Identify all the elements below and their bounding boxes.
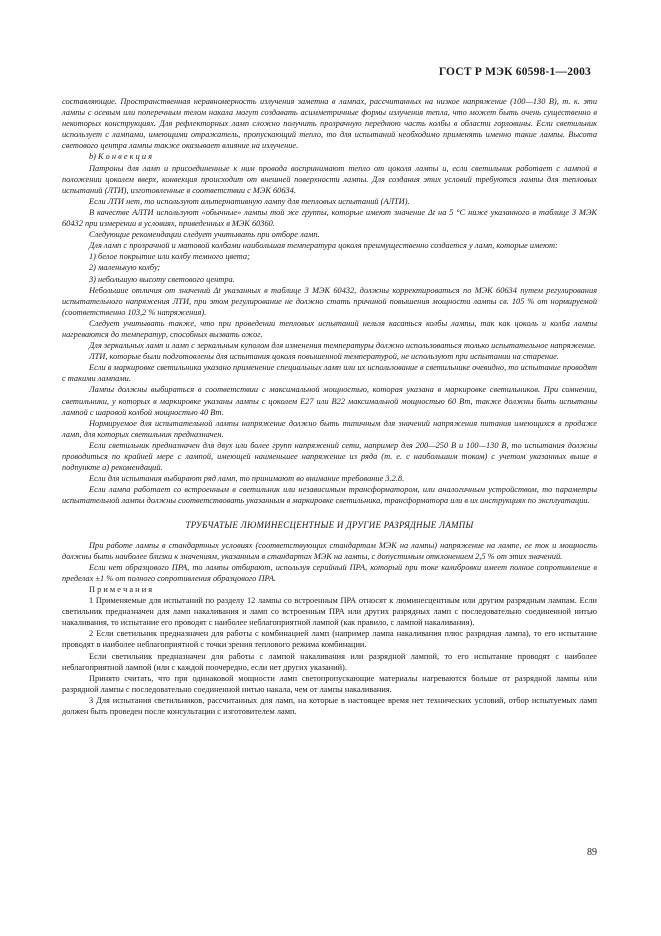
paragraph: Если для испытания выбирают ряд ламп, то принимают во внимание требование 3.2.8.: [89, 474, 405, 484]
paragraph: Патроны для ламп и присоединенные к ним провода воспринимают тепло от цоколя лампы и, если светильник работает с лампой в положении цоколем вверх, конвекция происходит от внешней поверхности лампы. Для создания этих условий требуются лампы для тепловых испытаний (ЛТИ), изготовленные в соответствии с МЭК 60634.: [62, 163, 597, 195]
paragraph: Небольшие отличия от значений Δt указанных в таблице 3 МЭК 60432, должны корректироваться по МЭК 60634 путем регулирования испытательного напряжения ЛТИ, при этом регулирование не должно стать причиной повышения мощности лампы св. 105 % от нормируемой (соответственно 103,2 % напряжения).: [62, 285, 597, 317]
page-number: 89: [587, 847, 597, 858]
notes-label: П р и м е ч а н и я: [89, 584, 153, 594]
note-item: 1 Применяемые для испытаний по разделу 12 лампы со встроенным ПРА относят к люминесцентным или другим разрядным лампам. Если светильник предназначен для ламп накаливания и ламп со встроенным ПРА или других разрядных ламп с последовательно соединенной нитью накаливания, то испытание его проводят с наиболее неблагоприятной лампой (как правило, с лампой накаливания).: [62, 596, 597, 628]
paragraph: Если нет образцового ПРА, то лампы отбирают, используя серийный ПРА, который при токе калибровки имеет полное сопротивление в пределах ±1 % от полного сопротивления образцового ПРА.: [62, 562, 597, 583]
note-item: Принято считать, что при одинаковой мощности ламп светопропускающие материалы нагреваются больше от разрядной лампы или разрядной лампы с последовательно соединенной нитью накала, чем от лампы накаливания.: [62, 673, 597, 694]
document-body: [62, 96, 597, 717]
subsection-heading: b) К о н в е к ц и я: [89, 152, 153, 162]
paragraph: Нормируемое для испытательной лампы напряжение должно быть типичным для значений напряжения питания имеющихся в продаже ламп, для которых светильник предназначен.: [62, 418, 597, 439]
paragraph: ЛТИ, которые были подготовлены для испытания цоколя повышенной температурой, не используют при испытании на старение.: [89, 352, 559, 362]
paragraph: Следующие рекомендации следует учитывать при отборе ламп.: [89, 230, 320, 240]
note-item: 3 Для испытания светильников, рассчитанных для ламп, на которые в настоящее время нет технических условий, отбор испытуемых ламп должен быть проведен после консультации с изготовителем ламп.: [62, 695, 597, 716]
paragraph: Если ЛТИ нет, то используют альтернативную лампу для тепловых испытаний (АЛТИ).: [89, 196, 410, 206]
paragraph: Следует учитывать также, что при проведении тепловых испытаний нельзя касаться колбы лампы, так как цоколь и колба лампы нагреваются до температур, способных вызвать ожог.: [62, 318, 597, 339]
note-item: Если светильник предназначен для работы с лампой накаливания или разрядной лампой, то его испытание проводят с наиболее неблагоприятной лампой (или с каждой поочередно, если нет других указаний).: [62, 651, 597, 672]
list-item: 2) маленькую колбу;: [89, 263, 161, 273]
paragraph: В качестве АЛТИ используют «обычные» лампы той же группы, которые имеют значение Δt на 5 °С ниже указанного в таблице 3 МЭК 60432 при измерении в условиях, приведенных в МЭК 60360.: [62, 207, 597, 229]
paragraph: Для зеркальных ламп и ламп с зеркальным куполом для изменения температуры должно использоваться только испытательное напряжение.: [89, 341, 597, 351]
paragraph: Для ламп с прозрачной и матовой колбами наибольшая температура цоколя преимущественно создается у ламп, которые имеют:: [89, 241, 558, 251]
section-title: ТРУБЧАТЫЕ ЛЮМИНЕСЦЕНТНЫЕ И ДРУГИЕ РАЗРЯДНЫЕ ЛАМПЫ: [185, 520, 474, 531]
list-item: 3) небольшую высоту светового центра.: [89, 274, 235, 284]
paragraph: Если в маркировке светильника указано применение специальных ламп или их использование в светильнике очевидно, то испытание проводят с такими лампами.: [62, 363, 597, 384]
note-item: 2 Если светильник предназначен для работы с комбинацией ламп (например лампа накаливания плюс разрядная лампа), то его испытание проводят в наиболее неблагоприятной с точки зрения теплового режима комбинации.: [62, 629, 597, 650]
paragraph: Если лампа работает со встроенным в светильник или независимым трансформатором, или аналогичным устройством, то параметры испытательной лампы должны соответствовать указанным в маркировке светильника, трансформатора или в их инструкциях по эксплуатации.: [62, 485, 597, 506]
paragraph: составляющие. Пространственная неравномерность излучения заметна в лампах, рассчитанных на низкое напряжение (100—130 В), т. к. эти лампы с осевым или поперечным телом накала могут создавать асимметричные формы излучения тепла, что может быть очень существенно в некоторых конструкциях. Для рефлекторных ламп сложно получить прозрачную переднюю часть колбы в области горловины. Если светильник использует с лампами, имеющими отражатель, пропускающий тепло, то для испытаний необходимо применять именно такие лампы. Высота светового центра лампы также оказывает влияние на излучение.: [62, 97, 597, 151]
page-header: ГОСТ Р МЭК 60598-1—2003: [438, 66, 591, 78]
paragraph: При работе лампы в стандартных условиях (соответствующих стандартам МЭК на лампы) напряжение на лампе, ее ток и мощность должны быть наиболее близки к значениям, указанным в стандартах МЭК на лампы, с допустимым отклонением 2,5 % от этих значений.: [62, 540, 597, 561]
paragraph: Лампы должны выбираться в соответствии с максимальной мощностью, которая указана в маркировке светильников. При сомнении, светильники, у которых в маркировке указаны лампы с цоколем Е27 или В22 максимальной мощностью 60 Вт, также должны быть испытаны лампой с шаровой колбой мощностью 40 Вт.: [62, 385, 597, 417]
paragraph: Если светильник предназначен для двух или более групп напряжений сети, например для 200—250 В и 100—130 В, то испытания должны проводиться по крайней мере с лампой, имеющей наименьшее напряжение из ряда (т. е. с наибольшим током) с учетом указанных выше в подпункте а) рекомендаций.: [62, 440, 597, 473]
list-item: 1) белое покрытие или колбу темного цвета;: [89, 252, 250, 262]
